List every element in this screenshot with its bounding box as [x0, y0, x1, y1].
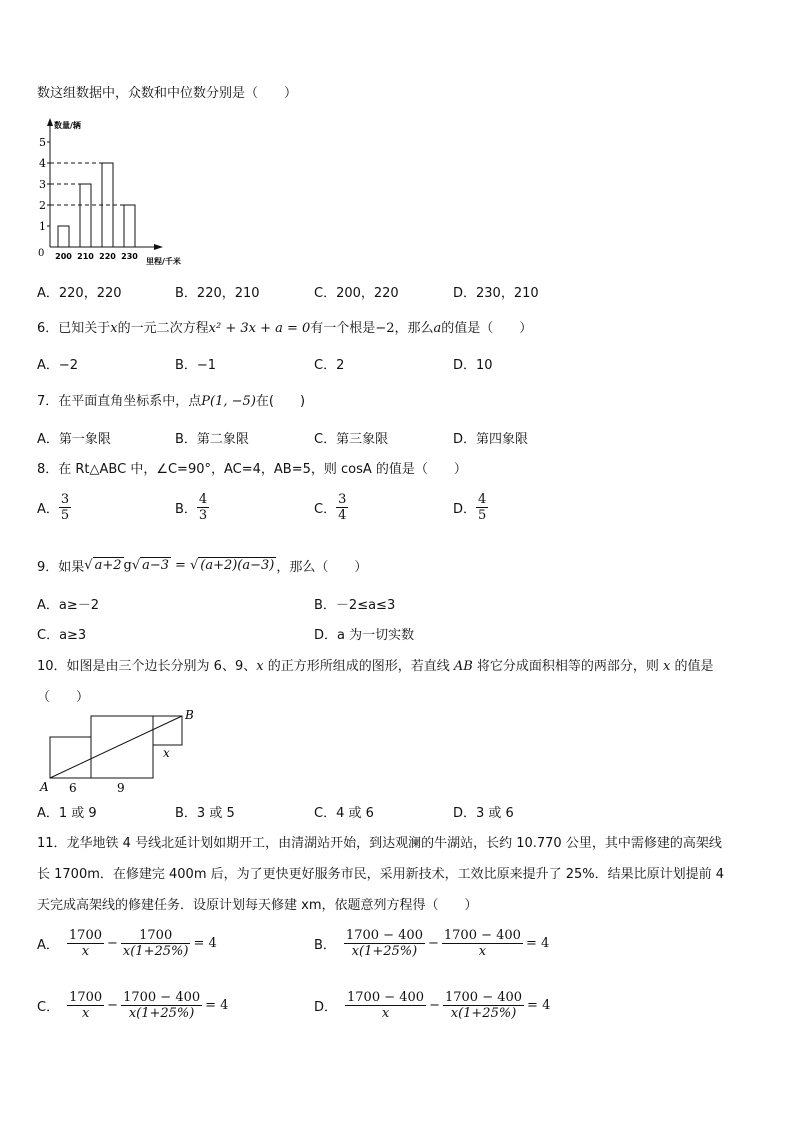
q10-var-x: x — [663, 659, 671, 674]
q10-paren: （ ） — [37, 690, 90, 705]
q10-option-b[interactable]: B．3 或 5 — [175, 806, 235, 821]
q8-option-label: D． — [453, 502, 477, 517]
q6-root: −2 — [375, 321, 395, 336]
q6-var-a: a — [433, 321, 442, 336]
q8-option-a[interactable] — [37, 492, 71, 523]
q8-option-label: C． — [314, 502, 337, 517]
y-tick-label: 3 — [39, 178, 46, 191]
q7-option-a[interactable]: A．第一象限 — [37, 432, 111, 447]
q6-stem — [37, 317, 532, 336]
q11-stem-line-1: 11．龙华地铁 4 号线北延计划如期开工，由清湖站开始，到达观澜的牛湖站，长约 10.770 公里，其中需修建的高架线 — [37, 836, 722, 851]
q5-stem: 数这组数据中，众数和中位数分别是（ ） — [37, 86, 298, 101]
q5-bar-chart — [30, 110, 200, 270]
q11-stem-line-2: 长 1700m．在修建完 400m 后，为了更快更好服务市民，采用新技术，工效比原来提升了 25%．结果比原计划提前 4 — [37, 867, 725, 882]
y-axis-arrow — [47, 118, 53, 126]
q9-text: 9．如果 — [37, 560, 85, 575]
bar-230 — [124, 205, 135, 247]
q6-option-a[interactable]: A．−2 — [37, 358, 79, 373]
q9-sqrt-2: √ a−3 — [131, 558, 170, 573]
q6-text: 已知关于 — [58, 321, 111, 336]
x-axis-arrow — [154, 244, 163, 250]
q7-stem — [37, 390, 305, 409]
q11-option-c[interactable]: C． $\frac{1700}{x}$ − $\frac{1700 - 400}{x(1+25\%)}$ = 4 — [37, 990, 229, 1021]
x-tick-label: 210 — [77, 252, 94, 261]
q10-var-x: x — [256, 659, 264, 674]
q7-number: 7． — [37, 394, 59, 409]
q6-option-d[interactable]: D．10 — [453, 358, 493, 373]
label-b: B — [185, 708, 194, 722]
q9-text: ，那么（ ） — [276, 560, 368, 575]
q5-option-a[interactable]: A．220，220 — [37, 286, 122, 301]
q6-text: ，那么 — [394, 321, 434, 336]
q7-option-d[interactable]: D．第四象限 — [453, 432, 529, 447]
q6-equation: x² + 3x + a = 0 — [208, 321, 311, 336]
x-tick-label: 230 — [121, 252, 138, 261]
q11-stem-line-3: 天完成高架线的修建任务．设原计划每天修建 xm，依题意列方程得（ ） — [37, 898, 478, 913]
label-x: x — [163, 746, 170, 760]
square-6 — [50, 737, 91, 778]
q11-option-a[interactable]: A． $\frac{1700}{x}$ − $\frac{1700}{x(1+25\%)}$ = 4 — [37, 928, 217, 959]
q9-sqrt-1: √ a+2 — [84, 558, 122, 573]
q8-fraction-numerator: 4 — [478, 492, 487, 507]
q9-equals: = — [175, 558, 186, 573]
q10-line-ab: AB — [453, 659, 473, 674]
q7-point: P(1, −5) — [201, 394, 256, 409]
q11-option-label: D． — [314, 1000, 338, 1015]
q5-option-c[interactable]: C．200，220 — [314, 286, 399, 301]
q9-dot: g — [123, 558, 132, 573]
q6-option-c[interactable]: C．2 — [314, 358, 345, 373]
y-axis-label: 数量/辆 — [54, 121, 81, 130]
q8-option-label: B． — [175, 502, 197, 517]
q11-option-label: A． — [37, 938, 59, 953]
q10-option-d[interactable]: D．3 或 6 — [453, 806, 514, 821]
q10-squares-figure — [30, 705, 210, 795]
y-tick-label: 5 — [39, 136, 46, 149]
y-tick-label: 2 — [39, 199, 46, 212]
x-axis-label: 里程/千米 — [146, 257, 181, 266]
q9-option-a[interactable]: A．a≥－2 — [37, 598, 100, 613]
q9-option-c[interactable]: C．a≥3 — [37, 628, 87, 643]
x-tick-label: 220 — [99, 252, 116, 261]
q8-option-label: A． — [37, 502, 59, 517]
q11-option-label: C． — [37, 1000, 60, 1015]
q9-option-b[interactable]: B．－2≤a≤3 — [314, 598, 396, 613]
origin-label: 0 — [38, 248, 45, 259]
q6-var-x: x — [110, 321, 118, 336]
q5-option-d[interactable]: D．230，210 — [453, 286, 539, 301]
q8-fraction-denominator: 3 — [198, 508, 208, 523]
q9-sqrt-3: √ (a+2)(a−3) — [189, 558, 275, 573]
q8-stem: 8．在 Rt△ABC 中，∠C=90°，AC=4，AB=5，则 cosA 的值是（ ） — [37, 462, 467, 477]
q8-fraction-denominator: 5 — [478, 508, 487, 523]
y-tick-label: 1 — [39, 220, 46, 233]
q6-text: 有一个根是 — [310, 321, 376, 336]
label-6: 6 — [69, 781, 77, 795]
q8-fraction-denominator: 4 — [338, 508, 347, 523]
q6-text: 的值是（ ） — [441, 321, 533, 336]
q8-option-b[interactable] — [175, 492, 209, 523]
q7-text: 在( ) — [255, 394, 306, 409]
q6-text: 的一元二次方程 — [117, 321, 209, 336]
q8-fraction-numerator: 3 — [60, 492, 70, 507]
q8-option-d[interactable] — [453, 492, 488, 523]
q7-option-c[interactable]: C．第三象限 — [314, 432, 389, 447]
q11-option-d[interactable]: D． $\frac{1700 - 400}{x}$ − $\frac{1700 - 400}{x(1+25\%)}$ = 4 — [314, 990, 551, 1021]
square-9 — [91, 716, 153, 778]
q10-option-c[interactable]: C．4 或 6 — [314, 806, 374, 821]
q11-option-label: B． — [314, 938, 336, 953]
q8-option-c[interactable] — [314, 492, 348, 523]
bar-200 — [58, 226, 69, 247]
q6-number: 6． — [37, 321, 59, 336]
label-9: 9 — [117, 781, 125, 795]
q10-option-a[interactable]: A．1 或 9 — [37, 806, 97, 821]
q7-option-b[interactable]: B．第二象限 — [175, 432, 249, 447]
q11-option-b[interactable]: B． $\frac{1700 - 400}{x(1+25\%)}$ − $\frac{1700 - 400}{x}$ = 4 — [314, 928, 550, 959]
q10-stem: 10．如图是由三个边长分别为 6、9、x 的正方形所组成的图形，若直线 AB 将它分成面积相等的两部分，则 x 的值是 — [37, 659, 714, 674]
q8-fraction-denominator: 5 — [60, 508, 70, 523]
q9-option-d[interactable]: D．a 为一切实数 — [314, 628, 415, 643]
q6-option-b[interactable]: B．−1 — [175, 358, 217, 373]
q8-fraction-numerator: 3 — [338, 492, 347, 507]
x-tick-label: 200 — [55, 252, 72, 261]
q9-stem — [37, 556, 367, 575]
q5-option-b[interactable]: B．220，210 — [175, 286, 260, 301]
q8-fraction-numerator: 4 — [198, 492, 208, 507]
q7-text: 在平面直角坐标系中，点 — [58, 394, 202, 409]
label-a: A — [40, 780, 49, 794]
square-x — [153, 716, 182, 745]
bar-210 — [80, 184, 91, 247]
y-tick-label: 4 — [39, 157, 46, 170]
